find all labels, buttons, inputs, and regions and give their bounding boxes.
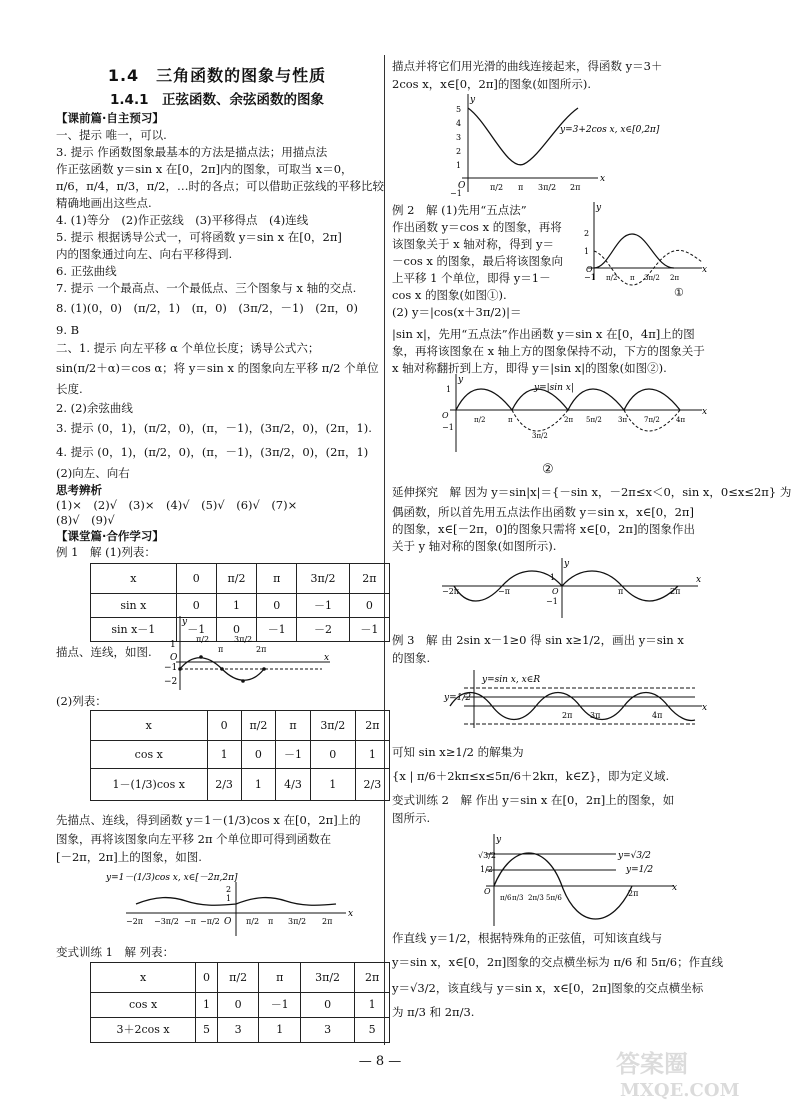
variant-2-line-2: 图所示. <box>392 811 431 825</box>
table-cell: 1 <box>310 769 355 801</box>
graph-sinx-special-lines <box>476 832 686 928</box>
table-cell: 1 <box>207 741 241 769</box>
extension-line-1: 延伸探究 解 因为 y＝sin|x|＝{－sin x，－2π≤x＜0，sin x，0≤x≤2π} 为 <box>392 485 791 499</box>
tick-label: 3π/2 <box>288 917 307 926</box>
tick-label: 1 <box>446 385 452 394</box>
column-divider <box>384 55 385 1045</box>
tick-label: 1 <box>226 894 232 903</box>
table-cell: －1 <box>176 618 216 642</box>
final-line-2: y＝sin x，x∈[0，2π]图象的交点横坐标为 π/6 和 5π/6；作直线 <box>392 955 724 969</box>
axis-label: y <box>496 835 502 845</box>
axis-label: x <box>702 703 708 713</box>
axis-label: x <box>672 883 678 893</box>
example-1-part2: (2)列表： <box>56 694 107 708</box>
variant-1-head: 变式训练 1 解 列表： <box>56 945 175 959</box>
table-cell: 1 <box>196 993 218 1018</box>
answer-5-line-1: 5. 提示 根据诱导公式一，可将函数 y＝sin x 在[0，2π] <box>56 230 342 244</box>
tick-label: −3π/2 <box>154 917 179 926</box>
table-cell: 3π/2 <box>310 711 355 741</box>
part2-answer-1-line-2: sin(π/2＋α)＝cos α；将 y＝sin x 的图象向左平移 π/2 个单位 <box>56 361 379 375</box>
table-2 <box>90 710 390 801</box>
variant-2-line-1: 变式训练 2 解 作出 y＝sin x 在[0，2π]上的图象，如 <box>392 793 675 807</box>
tick-label: 2π <box>562 711 573 720</box>
table-cell: 0 <box>310 741 355 769</box>
origin-label: O <box>224 917 232 927</box>
point <box>241 679 245 683</box>
tick-label: 3π/2 <box>234 635 253 644</box>
table-cell: cos x <box>91 993 196 1018</box>
example-3-solution: 可知 sin x≥1/2 的解集为 <box>392 745 524 759</box>
table-cell: cos x <box>91 741 208 769</box>
example-2-part2-line-1: (2) y＝|cos(x＋3π/2)|＝ <box>392 305 522 319</box>
table-cell: 0 <box>176 594 216 618</box>
axis-label: y=1/2 <box>444 693 472 703</box>
table-cell: －1 <box>257 618 297 642</box>
answer-3-line-4: 精确地画出这些点. <box>56 196 152 210</box>
point <box>178 667 182 671</box>
tick-label: −2 <box>164 677 178 687</box>
point <box>199 655 203 659</box>
example-2-line-2: 作出函数 y＝cos x 的图象，再将 <box>392 220 562 234</box>
tick-label: −2π <box>442 587 460 596</box>
table-cell: 1 <box>259 1018 301 1043</box>
example-2-line-3: 该图象关于 x 轴对称，得到 y＝ <box>392 237 554 251</box>
table-cell: 5 <box>355 1018 390 1043</box>
tick-label: π/2 <box>246 917 260 926</box>
tick-label: 1/2 <box>480 865 493 874</box>
watermark-text-cn: 答案圈 <box>616 1049 688 1078</box>
table-3 <box>90 962 390 1043</box>
tick-label: π/2 <box>606 274 618 282</box>
table-cell: －2 <box>297 618 349 642</box>
tick-label: 3π <box>618 416 628 424</box>
tick-label: −1 <box>546 597 558 606</box>
extension-line-4: 关于 y 轴对称的图象(如图所示). <box>392 539 557 553</box>
origin-label: O <box>484 887 491 896</box>
table-cell: 3π/2 <box>301 963 355 993</box>
table-cell: 5 <box>196 1018 218 1043</box>
part2-answer-1-line-3: 长度. <box>56 382 83 396</box>
table-cell: π <box>276 711 311 741</box>
tick-label: √3/2 <box>478 851 496 860</box>
table-cell: π/2 <box>241 711 276 741</box>
example-2-line-1: 例 2 解 (1)先用“五点法” <box>392 203 527 217</box>
tick-label: 3π/2 <box>538 183 557 192</box>
example-2-part2-line-4: x 轴对称翻折到上方，即得 y＝|sin x|的图象(如图②). <box>392 361 667 375</box>
figure-label-2: ② <box>542 462 554 477</box>
tick-label: 2π/3 <box>528 894 544 902</box>
graph-1-minus-third-cosx <box>96 868 376 938</box>
tick-label: −1 <box>442 423 454 432</box>
tick-label: 7π/2 <box>644 416 660 424</box>
graph-sinx-half <box>440 668 710 730</box>
tick-label: π/2 <box>474 416 486 424</box>
table-cell: 3 <box>301 1018 355 1043</box>
section-title: 1.4 三角函数的图象与性质 <box>107 66 327 85</box>
table-cell: －1 <box>349 618 389 642</box>
tick-label: π <box>508 416 513 424</box>
example-2-line-6: cos x 的图象(如图①). <box>392 288 507 302</box>
tick-label: π/2 <box>490 183 504 192</box>
tick-label: 2 <box>456 147 462 156</box>
tick-label: 2π <box>570 183 581 192</box>
answer-3-line-3: π/6，π/4，π/3，π/2，…时的各点；可以借助正弦线的平移比较 <box>56 179 384 193</box>
axis-label: y <box>470 95 476 105</box>
tick-label: 3π/2 <box>644 274 660 282</box>
tick-label: π <box>518 183 524 192</box>
table-cell: x <box>91 711 208 741</box>
graph-3-plus-2cosx <box>448 92 708 200</box>
table-cell: x <box>91 564 177 594</box>
tick-label: 1 <box>584 247 590 256</box>
subsection-title: 1.4.1 正弦函数、余弦函数的图象 <box>110 92 324 108</box>
table-cell: 0 <box>257 594 297 618</box>
answer-5-line-2: 内的图象通过向左、向右平移得到. <box>56 247 233 261</box>
answer-1: 一、提示 唯一，可以. <box>56 128 167 142</box>
graph-label: y=|sin x| <box>534 383 574 393</box>
answer-6: 6. 正弦曲线 <box>56 264 117 278</box>
example-2-line-5: 上平移 1 个单位，即得 y＝1－ <box>392 271 551 285</box>
origin-label: O <box>458 181 466 191</box>
watermark-text-en: MXQE.COM <box>620 1080 740 1101</box>
graph-sinx-minus-1 <box>152 612 342 694</box>
tick-label: 2 <box>584 229 590 238</box>
thinking-answers-1: (1)× (2)√ (3)× (4)√ (5)√ (6)√ (7)× <box>56 498 298 512</box>
final-line-3: y＝√3/2，该直线与 y＝sin x，x∈[0，2π]图象的交点横坐标 <box>392 981 704 995</box>
origin-label: O <box>552 587 559 596</box>
graph-sin-abs-x <box>438 556 708 620</box>
graph-label: y=sin x, x∈R <box>482 675 541 685</box>
table-cell: 0 <box>196 963 218 993</box>
table-cell: 2/3 <box>355 769 389 801</box>
tick-label: 5π/6 <box>546 894 562 902</box>
table-cell: 0 <box>301 993 355 1018</box>
table-cell: 0 <box>207 711 241 741</box>
page-number: — 8 — <box>358 1054 402 1069</box>
table-cell: sin x <box>91 594 177 618</box>
tick-label: −1 <box>450 189 462 198</box>
final-line-4: 为 π/3 和 2π/3. <box>392 1005 475 1019</box>
table-cell: 1 <box>216 594 256 618</box>
table-cell: 4/3 <box>276 769 311 801</box>
example-2-part2-line-2: |sin x|，先用“五点法”作出函数 y＝sin x 在[0，4π]上的图 <box>392 327 695 341</box>
tick-label: 2π <box>670 274 680 282</box>
table-cell: π/2 <box>217 963 259 993</box>
tick-label: π/3 <box>512 894 524 902</box>
axis-label: y <box>564 559 570 569</box>
axis-label: x <box>324 653 330 663</box>
curve <box>468 108 578 165</box>
part2-answer-2: 2. (2)余弦曲线 <box>56 401 133 415</box>
axis-label: x <box>348 909 354 919</box>
pre-study-header: 【课前篇·自主预习】 <box>56 111 164 125</box>
table-cell: 2π <box>349 564 389 594</box>
table-cell: －1 <box>297 594 349 618</box>
table-cell: 2/3 <box>207 769 241 801</box>
graph-label: y=3+2cos x, x∈[0,2π] <box>560 125 660 135</box>
table-cell: 1 <box>355 741 389 769</box>
thinking-answers-2: (8)√ (9)√ <box>56 513 115 527</box>
tick-label: −π <box>184 917 196 926</box>
tick-label: 2π <box>564 416 574 424</box>
answer-8: 8. (1)(0，0) (π/2，1) (π，0) (3π/2，－1) (2π，0) <box>56 301 358 315</box>
tick-label: −1 <box>164 663 178 673</box>
tick-label: π <box>630 274 635 282</box>
figure-label: ① <box>674 286 684 299</box>
table-cell: 1 <box>355 993 390 1018</box>
extension-line-3: 的图象，x∈[－2π，0]的图象只需将 x∈[0，2π]的图象作出 <box>392 522 695 536</box>
origin-label: O <box>586 265 593 274</box>
origin-label: O <box>442 411 449 420</box>
example-3-line-2: 的图象. <box>392 651 431 665</box>
table-cell: π <box>259 963 301 993</box>
tick-label: 5 <box>456 105 462 114</box>
point <box>262 667 266 671</box>
part2-answer-3: 3. 提示 (0，1)，(π/2，0)，(π，－1)，(3π/2，0)，(2π，1). <box>56 421 372 435</box>
tick-label: 5π/2 <box>586 416 602 424</box>
tick-label: 3π/2 <box>532 432 548 440</box>
answer-4: 4. (1)等分 (2)作正弦线 (3)平移得点 (4)连线 <box>56 213 309 227</box>
example-3-line-1: 例 3 解 由 2sin x－1≥0 得 sin x≥1/2，画出 y＝sin x <box>392 633 684 647</box>
table-cell: －1 <box>259 993 301 1018</box>
tick-label: 1 <box>550 573 556 582</box>
tick-label: π/2 <box>196 635 210 644</box>
axis-label: x <box>600 174 606 184</box>
tick-label: 2π <box>670 587 681 596</box>
axis-label: y <box>182 617 188 627</box>
tick-label: 4π <box>652 711 663 720</box>
example-2-part2-line-3: 象，再将该图象在 x 轴上方的图象保持不动，下方的图象关于 <box>392 344 705 358</box>
table-cell: 3＋2cos x <box>91 1018 196 1043</box>
line-label: y=1/2 <box>626 865 654 875</box>
table-cell: π/2 <box>216 564 256 594</box>
example-1-text2-line-2: 图象，再将该图象向左平移 2π 个单位即可得到函数在 <box>56 832 332 846</box>
table-cell: 0 <box>241 741 276 769</box>
point <box>220 667 224 671</box>
axis-label: x <box>696 575 702 585</box>
class-study-header: 【课堂篇·合作学习】 <box>56 529 164 543</box>
tick-label: 1 <box>456 161 462 170</box>
extension-line-2: 偶函数，所以首先用五点法作出函数 y＝sin x，x∈[0，2π] <box>392 505 694 519</box>
tick-label: −1 <box>584 273 596 282</box>
answer-9: 9. B <box>56 323 80 337</box>
table-cell: 2π <box>355 963 390 993</box>
table-cell: sin x－1 <box>91 618 177 642</box>
table-cell: 0 <box>216 618 256 642</box>
tick-label: −π <box>498 587 510 596</box>
thinking-title: 思考辨析 <box>56 483 102 497</box>
tick-label: 3π <box>590 711 601 720</box>
example-2-line-4: －cos x 的图象，最后将该图象向 <box>392 254 564 268</box>
axis-label: y <box>458 375 464 385</box>
table-cell: 0 <box>349 594 389 618</box>
curve <box>594 234 674 268</box>
table-cell: 3 <box>217 1018 259 1043</box>
graph-label: y=1－(1/3)cos x, x∈[－2π,2π] <box>106 873 238 883</box>
tick-label: 4 <box>456 119 462 128</box>
example-1-draw: 描点、连线，如图. <box>56 645 152 659</box>
answer-3-line-1: 3. 提示 作函数图象最基本的方法是描点法；用描点法 <box>56 145 328 159</box>
table-cell: －1 <box>276 741 311 769</box>
table-cell: 0 <box>217 993 259 1018</box>
tick-label: −2π <box>126 917 144 926</box>
tick-label: 2π <box>322 917 333 926</box>
tick-label: π <box>618 587 624 596</box>
tick-label: 2π <box>256 645 267 654</box>
example-1-head: 例 1 解 (1)列表： <box>56 545 156 559</box>
tick-label: 1 <box>170 640 176 650</box>
tick-label: 2π <box>628 889 639 898</box>
tick-label: π <box>218 645 224 654</box>
tick-label: 3 <box>456 133 462 142</box>
table-cell: 2π <box>355 711 389 741</box>
axis-label: y <box>596 203 602 213</box>
answer-3-line-2: 作正弦函数 y＝sin x 在[0，2π]内的图象，可取当 x＝0， <box>56 162 353 176</box>
answer-7: 7. 提示 一个最高点、一个最低点、三个图象与 x 轴的交点. <box>56 281 357 295</box>
tick-label: −π/2 <box>200 917 220 926</box>
intro-line-2: 2cos x，x∈[0，2π]的图象(如图所示). <box>392 77 592 91</box>
table-cell: 1 <box>241 769 276 801</box>
line-label: y=√3/2 <box>618 851 651 861</box>
example-3-set: {x | π/6＋2kπ≤x≤5π/6＋2kπ，k∈Z}，即为定义域. <box>392 769 670 783</box>
tick-label: 2 <box>226 885 232 894</box>
table-cell: x <box>91 963 196 993</box>
part2-answer-1-line-1: 二、1. 提示 向左平移 α 个单位长度；诱导公式六； <box>56 341 320 355</box>
part2-answer-4: 4. 提示 (0，1)，(π/2，0)，(π，－1)，(3π/2，0)，(2π，1) <box>56 445 369 459</box>
tick-label: π <box>268 917 274 926</box>
axis-label: x <box>702 407 708 417</box>
table-cell: π <box>257 564 297 594</box>
table-cell: 1－(1/3)cos x <box>91 769 208 801</box>
axis-label: x <box>702 265 708 275</box>
graph-1-minus-cosx <box>584 200 712 304</box>
example-1-text2-line-3: [－2π，2π]上的图象，如图. <box>56 850 202 864</box>
graph-abs-sinx <box>440 372 710 456</box>
watermark-logo <box>612 1042 744 1102</box>
part2-answer-4b: (2)向左、向右 <box>56 466 130 480</box>
final-line-1: 作直线 y＝1/2，根据特殊角的正弦值，可知该直线与 <box>392 931 663 945</box>
table-cell: 0 <box>176 564 216 594</box>
tick-label: 4π <box>676 416 686 424</box>
tick-label: π/6 <box>500 894 512 902</box>
example-1-text2-line-1: 先描点、连线，得到函数 y＝1－(1/3)cos x 在[0，2π]上的 <box>56 813 361 827</box>
origin-label: O <box>170 653 178 663</box>
table-cell: 3π/2 <box>297 564 349 594</box>
intro-line-1: 描点并将它们用光滑的曲线连接起来，得函数 y＝3＋ <box>392 59 663 73</box>
